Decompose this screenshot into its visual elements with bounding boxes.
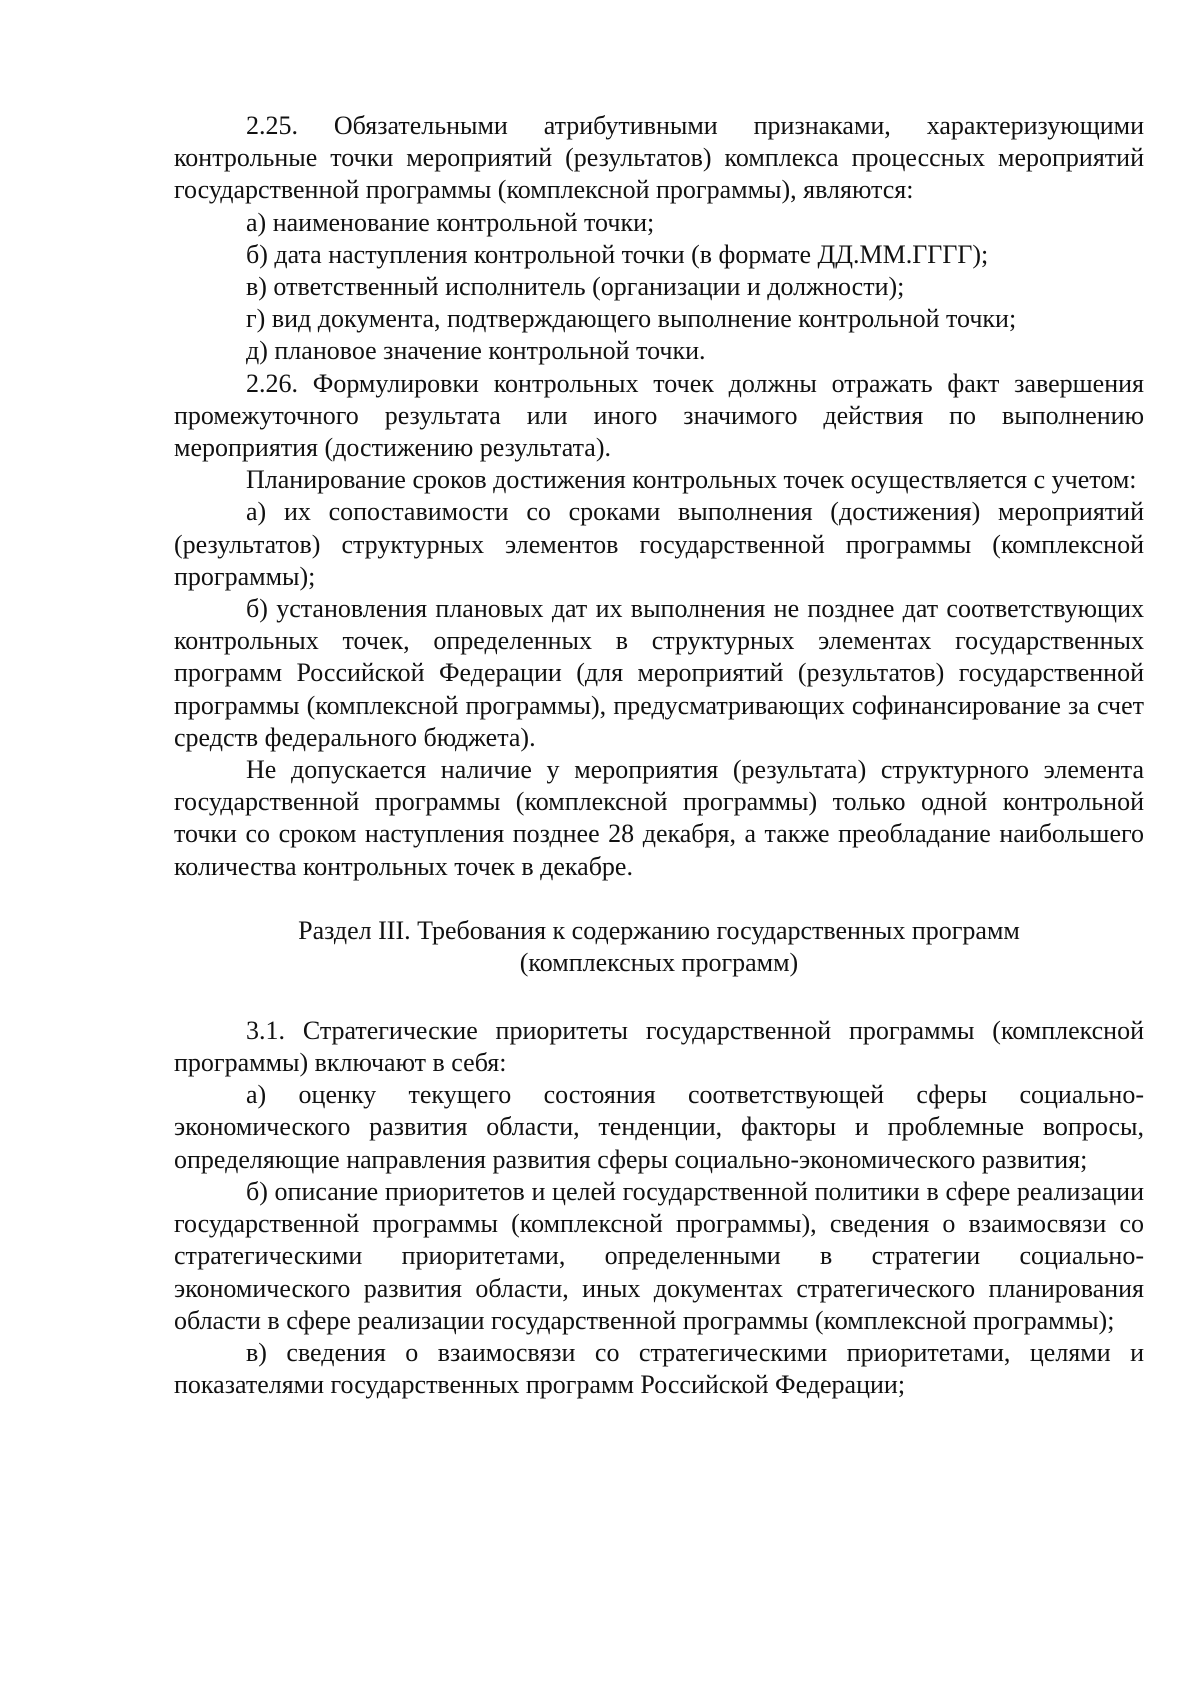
list-item-a: а) наименование контрольной точки; [246, 207, 655, 237]
priorities-item-a: а) оценку текущего состояния соответствующей сферы социально-экономического развития области, тенденции, факторы и проблемные вопросы, определяющие направления развития сферы социально-экономического развития; [174, 1080, 1144, 1174]
section-heading-line2: (комплексных программ) [519, 947, 799, 977]
paragraph-3-1: 3.1. Стратегические приоритеты государственной программы (комплексной программы) включают в себя: [174, 1015, 1144, 1078]
priorities-item-b: б) описание приоритетов и целей государственной политики в сфере реализации государственной программы (комплексной программы), сведения о взаимосвязи со стратегическими приоритетами, определенными в стратегии социально-экономического развития области, иных документах стратегического планирования области в сфере реализации государственной программы (комплексной программы); [174, 1176, 1144, 1335]
paragraph-not-allowed: Не допускается наличие у мероприятия (результата) структурного элемента государственной программы (комплексной программы) только одной контрольной точки со сроком наступления позднее 28 декабря, а также преобладание наибольшего количества контрольных точек в декабре. [174, 755, 1144, 881]
list-item-b: б) дата наступления контрольной точки (в формате ДД.ММ.ГГГГ); [246, 239, 989, 269]
document-body [174, 110, 1144, 1401]
paragraph-2-26: 2.26. Формулировки контрольных точек должны отражать факт завершения промежуточного результата или иного значимого действия по выполнению мероприятия (достижению результата). [174, 368, 1144, 463]
priorities-item-v: в) сведения о взаимосвязи со стратегическими приоритетами, целями и показателями государственных программ Российской Федерации; [174, 1337, 1144, 1400]
section-heading-line1: Раздел III. Требования к содержанию государственных программ [298, 915, 1020, 945]
paragraph-planning: Планирование сроков достижения контрольных точек осуществляется с учетом: [246, 465, 1137, 495]
section-heading [174, 915, 1144, 979]
list-item-g: г) вид документа, подтверждающего выполнение контрольной точки; [246, 304, 1017, 334]
list-item-v: в) ответственный исполнитель (организации и должности); [246, 272, 905, 302]
planning-item-a: а) их сопоставимости со сроками выполнения (достижения) мероприятий (результатов) структурных элементов государственной программы (комплексной программы); [174, 497, 1144, 591]
list-item-d: д) плановое значение контрольной точки. [246, 336, 706, 366]
planning-item-b: б) установления плановых дат их выполнения не позднее дат соответствующих контрольных точек, определенных в структурных элементах государственных программ Российской Федерации (для мероприятий (результатов) государственной программы (комплексной программы), предусматривающих софинансирование за счет средств федерального бюджета). [174, 594, 1144, 752]
paragraph-2-25: 2.25. Обязательными атрибутивными признаками, характеризующими контрольные точки мероприятий (результатов) комплекса процессных мероприятий государственной программы (комплексной программы), являются: [174, 111, 1144, 205]
